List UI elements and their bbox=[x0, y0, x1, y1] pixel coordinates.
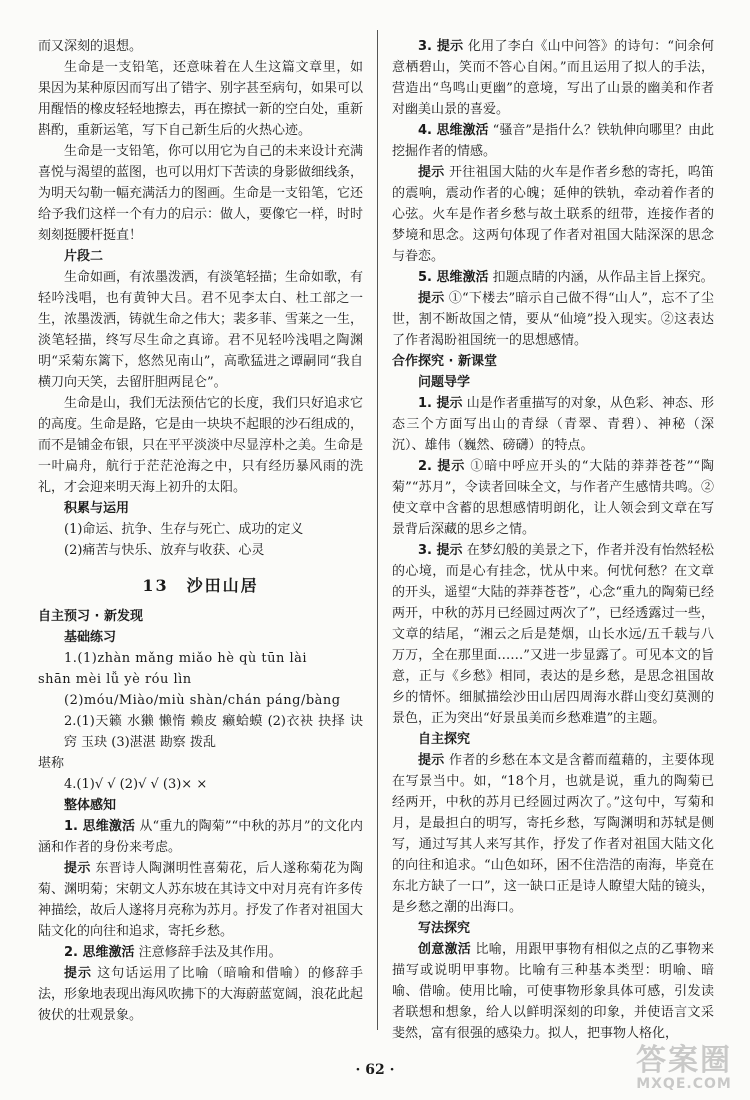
right-item-5 bbox=[392, 267, 714, 288]
lesson-title bbox=[38, 575, 363, 596]
accumulation-item-1: (1)命运、抗争、生存与死亡、成功的定义 bbox=[64, 522, 304, 537]
self-exploration-hint bbox=[392, 750, 714, 918]
task-1-label: 1. 思维激活 bbox=[64, 819, 136, 834]
hint-label: 提示 bbox=[418, 165, 445, 180]
issue-3 bbox=[392, 540, 714, 729]
right-item-3-text: 化用了李白《山中问答》的诗句：“问余何意栖碧山，笑而不答心自闲。”而且运用了拟人的手法，营造出“鸟鸣山更幽”的意境，写出了山景的幽美和作者对幽美山景的喜爱。 bbox=[392, 39, 714, 117]
right-item-5-hint-text: ①“下楼去”暗示自己做不得“山人”，忘不了尘世，割不断故国之情，要从“仙境”投入现实。②这表达了作者渴盼祖国统一的思想感情。 bbox=[392, 291, 714, 348]
answer-4: 4.(1)√ √ (2)√ √ (3)× × bbox=[64, 777, 208, 792]
accumulation-title: 积累与运用 bbox=[64, 501, 130, 516]
overall-perception-title: 整体感知 bbox=[64, 798, 117, 813]
self-exploration-title: 自主探究 bbox=[418, 732, 471, 747]
issue-3-text: 在梦幻般的美景之下，作者并没有怡然轻松的心境，而是心有挂念，忧从中来。何忧何愁？在文章的开头，遥望“大陆的莽莽苍苍”，心念“重九的陶菊已经两开，中秋的苏月已经圆过两次了”，已经透露过一些，文章的结尾，“湘云之后是楚烟，山长水远/五千载与八万万，全在那里面……”又进一步显露了。可见本文的旨意，正与《乡愁》相同，表达的是乡愁，是思念祖国故乡的情怀。细腻描绘沙田山居四周海水群山变幻莫测的景色，正为突出“好景虽美而乡愁难遣”的主题。 bbox=[392, 543, 714, 726]
task-1 bbox=[38, 816, 363, 858]
right-item-4-text: “骚音”是指什么？铁轨伸向哪里？由此挖掘作者的情感。 bbox=[392, 123, 714, 159]
task-2-text: 注意修辞手法及其作用。 bbox=[138, 945, 282, 960]
watermark-text-large: 答案圈 bbox=[636, 1042, 732, 1078]
right-column bbox=[392, 36, 714, 1044]
right-item-5-hint bbox=[392, 288, 714, 351]
right-item-3-label: 3. 提示 bbox=[418, 39, 464, 54]
creative-activation-text: 比喻，用跟甲事物有相似之点的乙事物来描写或说明甲事物。比喻有三种基本类型：明喻、暗喻、借喻。使用比喻，可使事物形象具体可感，引发读者联想和想象，给人以鲜明深刻的印象，并使语言文采斐然，富有很强的感染力。拟人，把事物人格化， bbox=[392, 942, 714, 1041]
answer-1-line-1: 1.(1)zhàn mǎng miǎo hè qù tūn lài bbox=[64, 651, 308, 666]
hint-label: 提示 bbox=[64, 966, 93, 981]
issue-3-label: 3. 提示 bbox=[418, 543, 463, 558]
hint-label: 提示 bbox=[64, 861, 91, 876]
task-2-hint-text: 这句话运用了比喻（暗喻和借喻）的修辞手法，形象地表现出海风吹拂下的大海蔚蓝宽阔，浪花此起彼伏的壮观景象。 bbox=[38, 966, 364, 1023]
issue-1-label: 1. 提示 bbox=[418, 396, 463, 411]
intro-tail: 而又深刻的退想。 bbox=[38, 39, 143, 54]
issue-1 bbox=[392, 393, 714, 456]
right-item-5-label: 5. 思维激活 bbox=[418, 270, 489, 285]
right-item-5-text: 扣题点睛的内涵，从作品主旨上探究。 bbox=[492, 270, 714, 285]
issue-2-label: 2. 提示 bbox=[418, 459, 466, 474]
hint-label: 提示 bbox=[418, 753, 445, 768]
right-item-4-label: 4. 思维激活 bbox=[418, 123, 489, 138]
paragraph-pencil-2: 生命是一支铅笔，你可以用它为自己的未来设计充满喜悦与渴望的蓝图，也可以用灯下苦读的身影做细线条，为明天勾勒一幅充满活力的图画。生命是一支铅笔，它还给予我们这样一个有力的启示：做人，要像它一样，时时刻刻挺腰杆挺直！ bbox=[38, 144, 364, 243]
answer-2-tail: 堪称 bbox=[38, 756, 65, 771]
paragraph-pencil-1-rest: 如果因为某种原因而写出了错字、别字甚至病句，如果可以用醒悟的橡皮轻轻地擦去，再在擦拭一新的空白处，重新斟酌，重新运笔，写下自己新生后的火热心迹。 bbox=[38, 60, 364, 138]
issue-1-text: 山是作者重描写的对象，从色彩、神态、形态三个方面写出山的青绿（青翠、青碧）、神秘（深沉）、雄伟（巍然、磅礴）的特点。 bbox=[392, 396, 714, 453]
issue-2-text: ①暗中呼应开头的“大陆的莽莽苍苍”“陶菊”“苏月”，令读者回味全文，与作者产生感情共鸣。②使文章中含蓄的思想感情明朗化，让人领会到文章在写景背后深藏的思乡之情。 bbox=[392, 459, 714, 537]
answer-1-line-3: (2)móu/Miào/miù shàn/chán páng/bàng bbox=[64, 693, 341, 708]
paragraph-pencil-1: 生命是一支铅笔，还意味着在人生这篇文章里，如果因为某种原因而写出了错字、别字甚至病句，如果可以用醒悟的橡皮轻轻地擦去，再在擦拭一新的空白处，重新斟酌，重新运笔，写下自己新生后的火热心迹。 bbox=[38, 60, 364, 138]
section-title-fragment-2: 片段二 bbox=[64, 249, 104, 264]
lesson-name: 沙田山居 bbox=[186, 576, 259, 595]
paragraph-painting: 生命如画，有浓墨泼洒，有淡笔轻描；生命如歌，有轻吟浅唱，也有黄钟大吕。君不见李太白、杜工部之一生，浓墨泼洒，铸就生命之伟大；裴多菲、雪莱之一生，淡笔轻描，终写尽生命之真谛。君不见轻吟浅唱之陶渊明“采菊东篱下，悠然见南山”，高歌猛进之谭嗣同“我自横刀向天笑，去留肝胆两昆仑”。 bbox=[38, 270, 364, 390]
task-2-label: 2. 思维激活 bbox=[64, 945, 135, 960]
right-item-3 bbox=[392, 36, 714, 120]
preview-title: 自主预习 · 新发现 bbox=[38, 609, 143, 624]
task-2-hint bbox=[38, 963, 363, 1026]
right-item-4-hint bbox=[392, 162, 714, 267]
cooperative-inquiry-title: 合作探究 · 新课堂 bbox=[392, 354, 497, 369]
column-divider bbox=[377, 30, 378, 1030]
paragraph-mountain: 生命是山，我们无法预估它的长度，我们只好追求它的高度。生命是路，它是由一块块不起眼的沙石组成的，而不是铺金布银，只在平平淡淡中尽显淳朴之美。生命是一叶扁舟，航行于茫茫沧海之中，只有经历暴风雨的洗礼，才会迎来明天海上初升的太阳。 bbox=[38, 396, 364, 495]
lesson-number: 13 bbox=[142, 576, 169, 595]
left-column bbox=[38, 36, 363, 1026]
right-item-4 bbox=[392, 120, 714, 162]
answer-2: 2.(1)天籁 水獭 懒惰 赖皮 癞蛤蟆 (2)衣袂 抉择 诀窍 玉玦 (3)湛湛 勘察 拨乱 bbox=[64, 714, 363, 750]
task-1-hint bbox=[38, 858, 363, 942]
issue-2 bbox=[392, 456, 714, 540]
basic-practice-title: 基础练习 bbox=[64, 630, 117, 645]
task-1-hint-text: 东晋诗人陶渊明性喜菊花，后人遂称菊花为陶菊、渊明菊；宋朝文人苏东坡在其诗文中对月亮有许多传神描绘，故后人遂将月亮称为苏月。抒发了作者对祖国大陆文化的向往和追求，寄托乡愁。 bbox=[38, 861, 364, 939]
self-exploration-hint-text: 作者的乡愁在本文是含蓄而蕴藉的，主要体现在写景当中。如，“18个月，也就是说，重九的陶菊已经两开，中秋的苏月已经圆过两次了。”这句中，写菊和月，是最担白的明写，寄托乡愁，写陶渊明和苏轼是侧写，通过写其人来写其作，抒发了作者对祖国大陆文化的向往和追求。“山色如环，困不住浩浩的南海，毕竟在东北方缺了一口”，这一缺口正是诗人瞭望大陆的镜头，是乡愁之潮的出海口。 bbox=[392, 753, 714, 915]
issue-guide-title: 问题导学 bbox=[418, 375, 471, 390]
task-1-text: 从“重九的陶菊”“中秋的苏月”的文化内涵和作者的身份来考虑。 bbox=[38, 819, 363, 855]
hint-label: 提示 bbox=[418, 291, 445, 306]
answer-1-line-2: shān mèi lǚ yè róu lìn bbox=[38, 672, 192, 687]
watermark-logo bbox=[636, 1044, 732, 1092]
creative-activation bbox=[392, 939, 714, 1044]
accumulation-item-2: (2)痛苦与快乐、放弃与收获、心灵 bbox=[64, 543, 265, 558]
writing-exploration-title: 写法探究 bbox=[418, 921, 471, 936]
page-number: · 62 · bbox=[355, 1062, 395, 1078]
right-item-4-hint-text: 开往祖国大陆的火车是作者乡愁的寄托，呜笛的震响，震动作者的心魄；延伸的铁轨，牵动着作者的心弦。火车是作者乡愁与故土联系的纽带，连接作者的梦境和思念。这两句体现了作者对祖国大陆深深的思念与眷恋。 bbox=[392, 165, 714, 264]
task-2 bbox=[38, 942, 363, 963]
creative-activation-label: 创意激活 bbox=[418, 942, 472, 957]
watermark-text-small: MXQE.COM bbox=[636, 1075, 732, 1092]
